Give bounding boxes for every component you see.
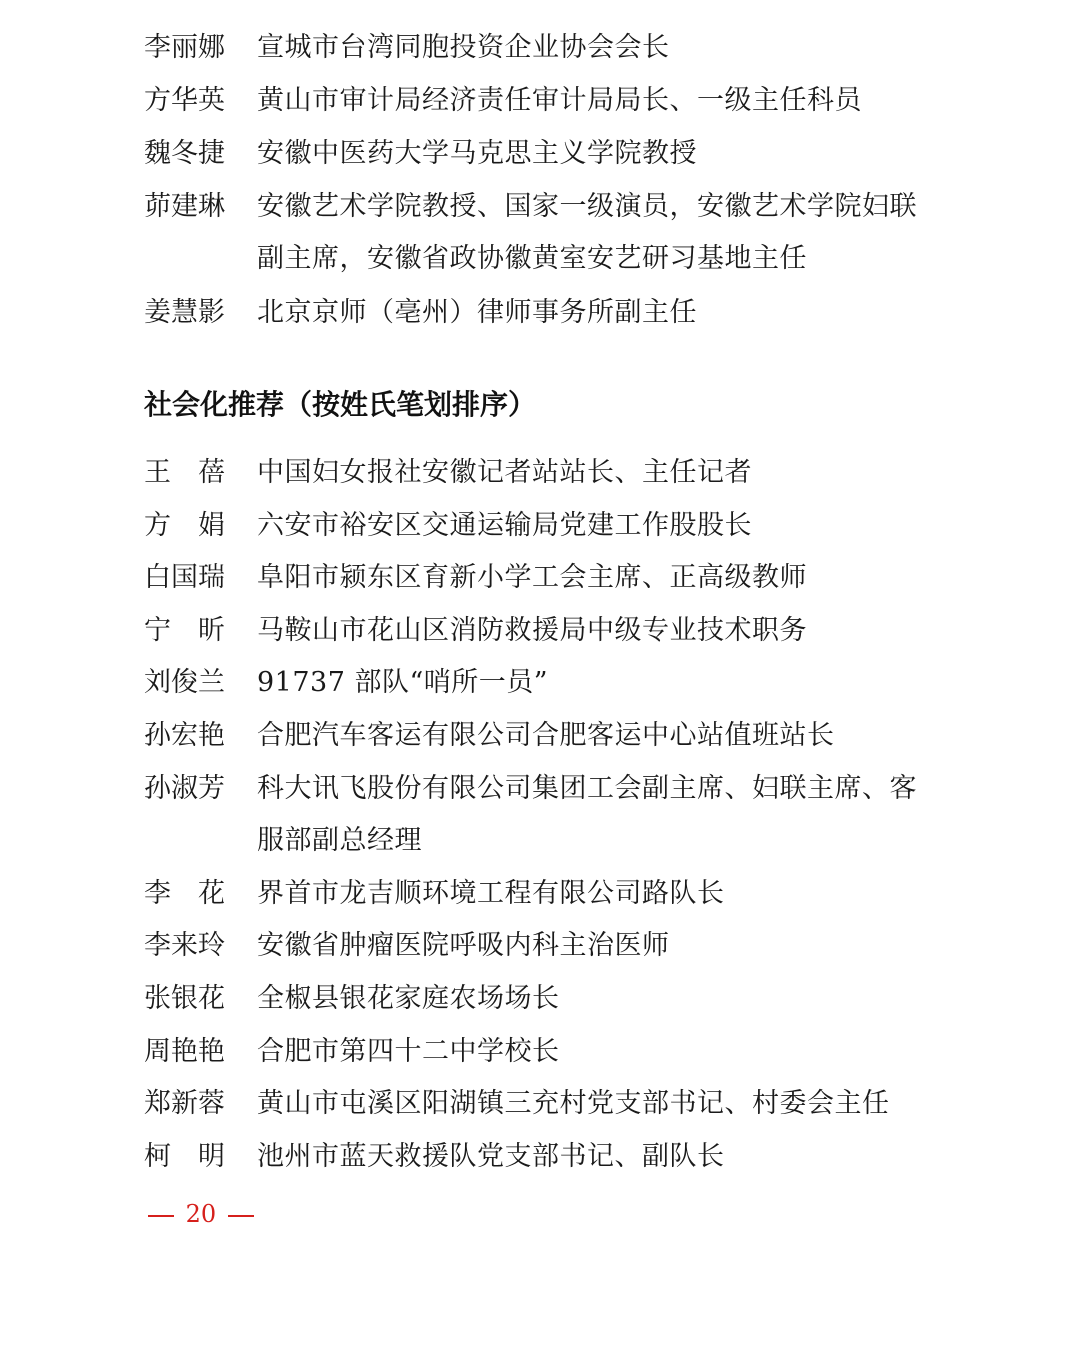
person-title bbox=[257, 22, 947, 74]
person-name: 李丽娜 bbox=[144, 32, 225, 63]
person-name: 方 娟 bbox=[144, 510, 225, 541]
title-line: 安徽中医药大学马克思主义学院教授 bbox=[257, 138, 697, 169]
person-title bbox=[257, 552, 947, 604]
title-line: 合肥市第四十二中学校长 bbox=[257, 1036, 560, 1067]
title-line: 池州市蓝天救援队党支部书记、副队长 bbox=[257, 1141, 725, 1172]
person-title bbox=[257, 1131, 947, 1183]
person-title bbox=[257, 1026, 947, 1078]
title-line: 黄山市屯溪区阳湖镇三充村党支部书记、村委会主任 bbox=[257, 1088, 890, 1119]
person-name: 方华英 bbox=[144, 85, 225, 116]
person-name: 柯 明 bbox=[144, 1141, 225, 1172]
person-name: 茆建琳 bbox=[144, 191, 225, 222]
person-name: 魏冬捷 bbox=[144, 138, 225, 169]
person-title bbox=[257, 920, 947, 972]
title-line: 副主席，安徽省政协徽黄室安艺研习基地主任 bbox=[257, 243, 807, 274]
dash-left bbox=[148, 1215, 174, 1217]
title-line: 阜阳市颍东区育新小学工会主席、正高级教师 bbox=[257, 562, 807, 593]
person-name: 王 蓓 bbox=[144, 457, 225, 488]
title-line: 马鞍山市花山区消防救援局中级专业技术职务 bbox=[257, 615, 807, 646]
person-title bbox=[257, 181, 947, 285]
page-number bbox=[144, 1196, 258, 1232]
title-line: 91737 部队“哨所一员” bbox=[257, 667, 549, 698]
title-line: 中国妇女报社安徽记者站站长、主任记者 bbox=[257, 457, 752, 488]
person-title bbox=[257, 763, 947, 867]
person-name: 李来玲 bbox=[144, 930, 225, 961]
person-title bbox=[257, 1078, 947, 1130]
title-line: 合肥汽车客运有限公司合肥客运中心站值班站长 bbox=[257, 720, 835, 751]
dash-right bbox=[228, 1215, 254, 1217]
title-line: 六安市裕安区交通运输局党建工作股股长 bbox=[257, 510, 752, 541]
page-number-value: 20 bbox=[185, 1200, 217, 1228]
person-title bbox=[257, 868, 947, 920]
person-title bbox=[257, 973, 947, 1025]
person-name: 李 花 bbox=[144, 878, 225, 909]
person-name: 孙淑芳 bbox=[144, 773, 225, 804]
person-title bbox=[257, 287, 947, 339]
person-title bbox=[257, 447, 947, 499]
section-heading: 社会化推荐（按姓氏笔划排序） bbox=[144, 388, 537, 421]
person-name: 姜慧影 bbox=[144, 297, 225, 328]
title-line: 全椒县银花家庭农场场长 bbox=[257, 983, 560, 1014]
person-name: 白国瑞 bbox=[144, 562, 225, 593]
person-name: 张银花 bbox=[144, 983, 225, 1014]
title-line: 宣城市台湾同胞投资企业协会会长 bbox=[257, 32, 670, 63]
person-name: 刘俊兰 bbox=[144, 667, 225, 698]
title-line: 界首市龙吉顺环境工程有限公司路队长 bbox=[257, 878, 725, 909]
person-title bbox=[257, 710, 947, 762]
person-title bbox=[257, 75, 947, 127]
person-name: 孙宏艳 bbox=[144, 720, 225, 751]
title-line: 安徽艺术学院教授、国家一级演员，安徽艺术学院妇联 bbox=[257, 191, 917, 222]
person-name: 周艳艳 bbox=[144, 1036, 225, 1067]
title-line: 北京京师（亳州）律师事务所副主任 bbox=[257, 297, 697, 328]
title-line: 服部副总经理 bbox=[257, 825, 422, 856]
person-title bbox=[257, 657, 947, 709]
person-title bbox=[257, 500, 947, 552]
person-name: 郑新蓉 bbox=[144, 1088, 225, 1119]
person-title bbox=[257, 128, 947, 180]
person-name: 宁 昕 bbox=[144, 615, 225, 646]
title-line: 黄山市审计局经济责任审计局局长、一级主任科员 bbox=[257, 85, 862, 116]
title-line: 安徽省肿瘤医院呼吸内科主治医师 bbox=[257, 930, 670, 961]
title-line: 科大讯飞股份有限公司集团工会副主席、妇联主席、客 bbox=[257, 773, 917, 804]
person-title bbox=[257, 605, 947, 657]
